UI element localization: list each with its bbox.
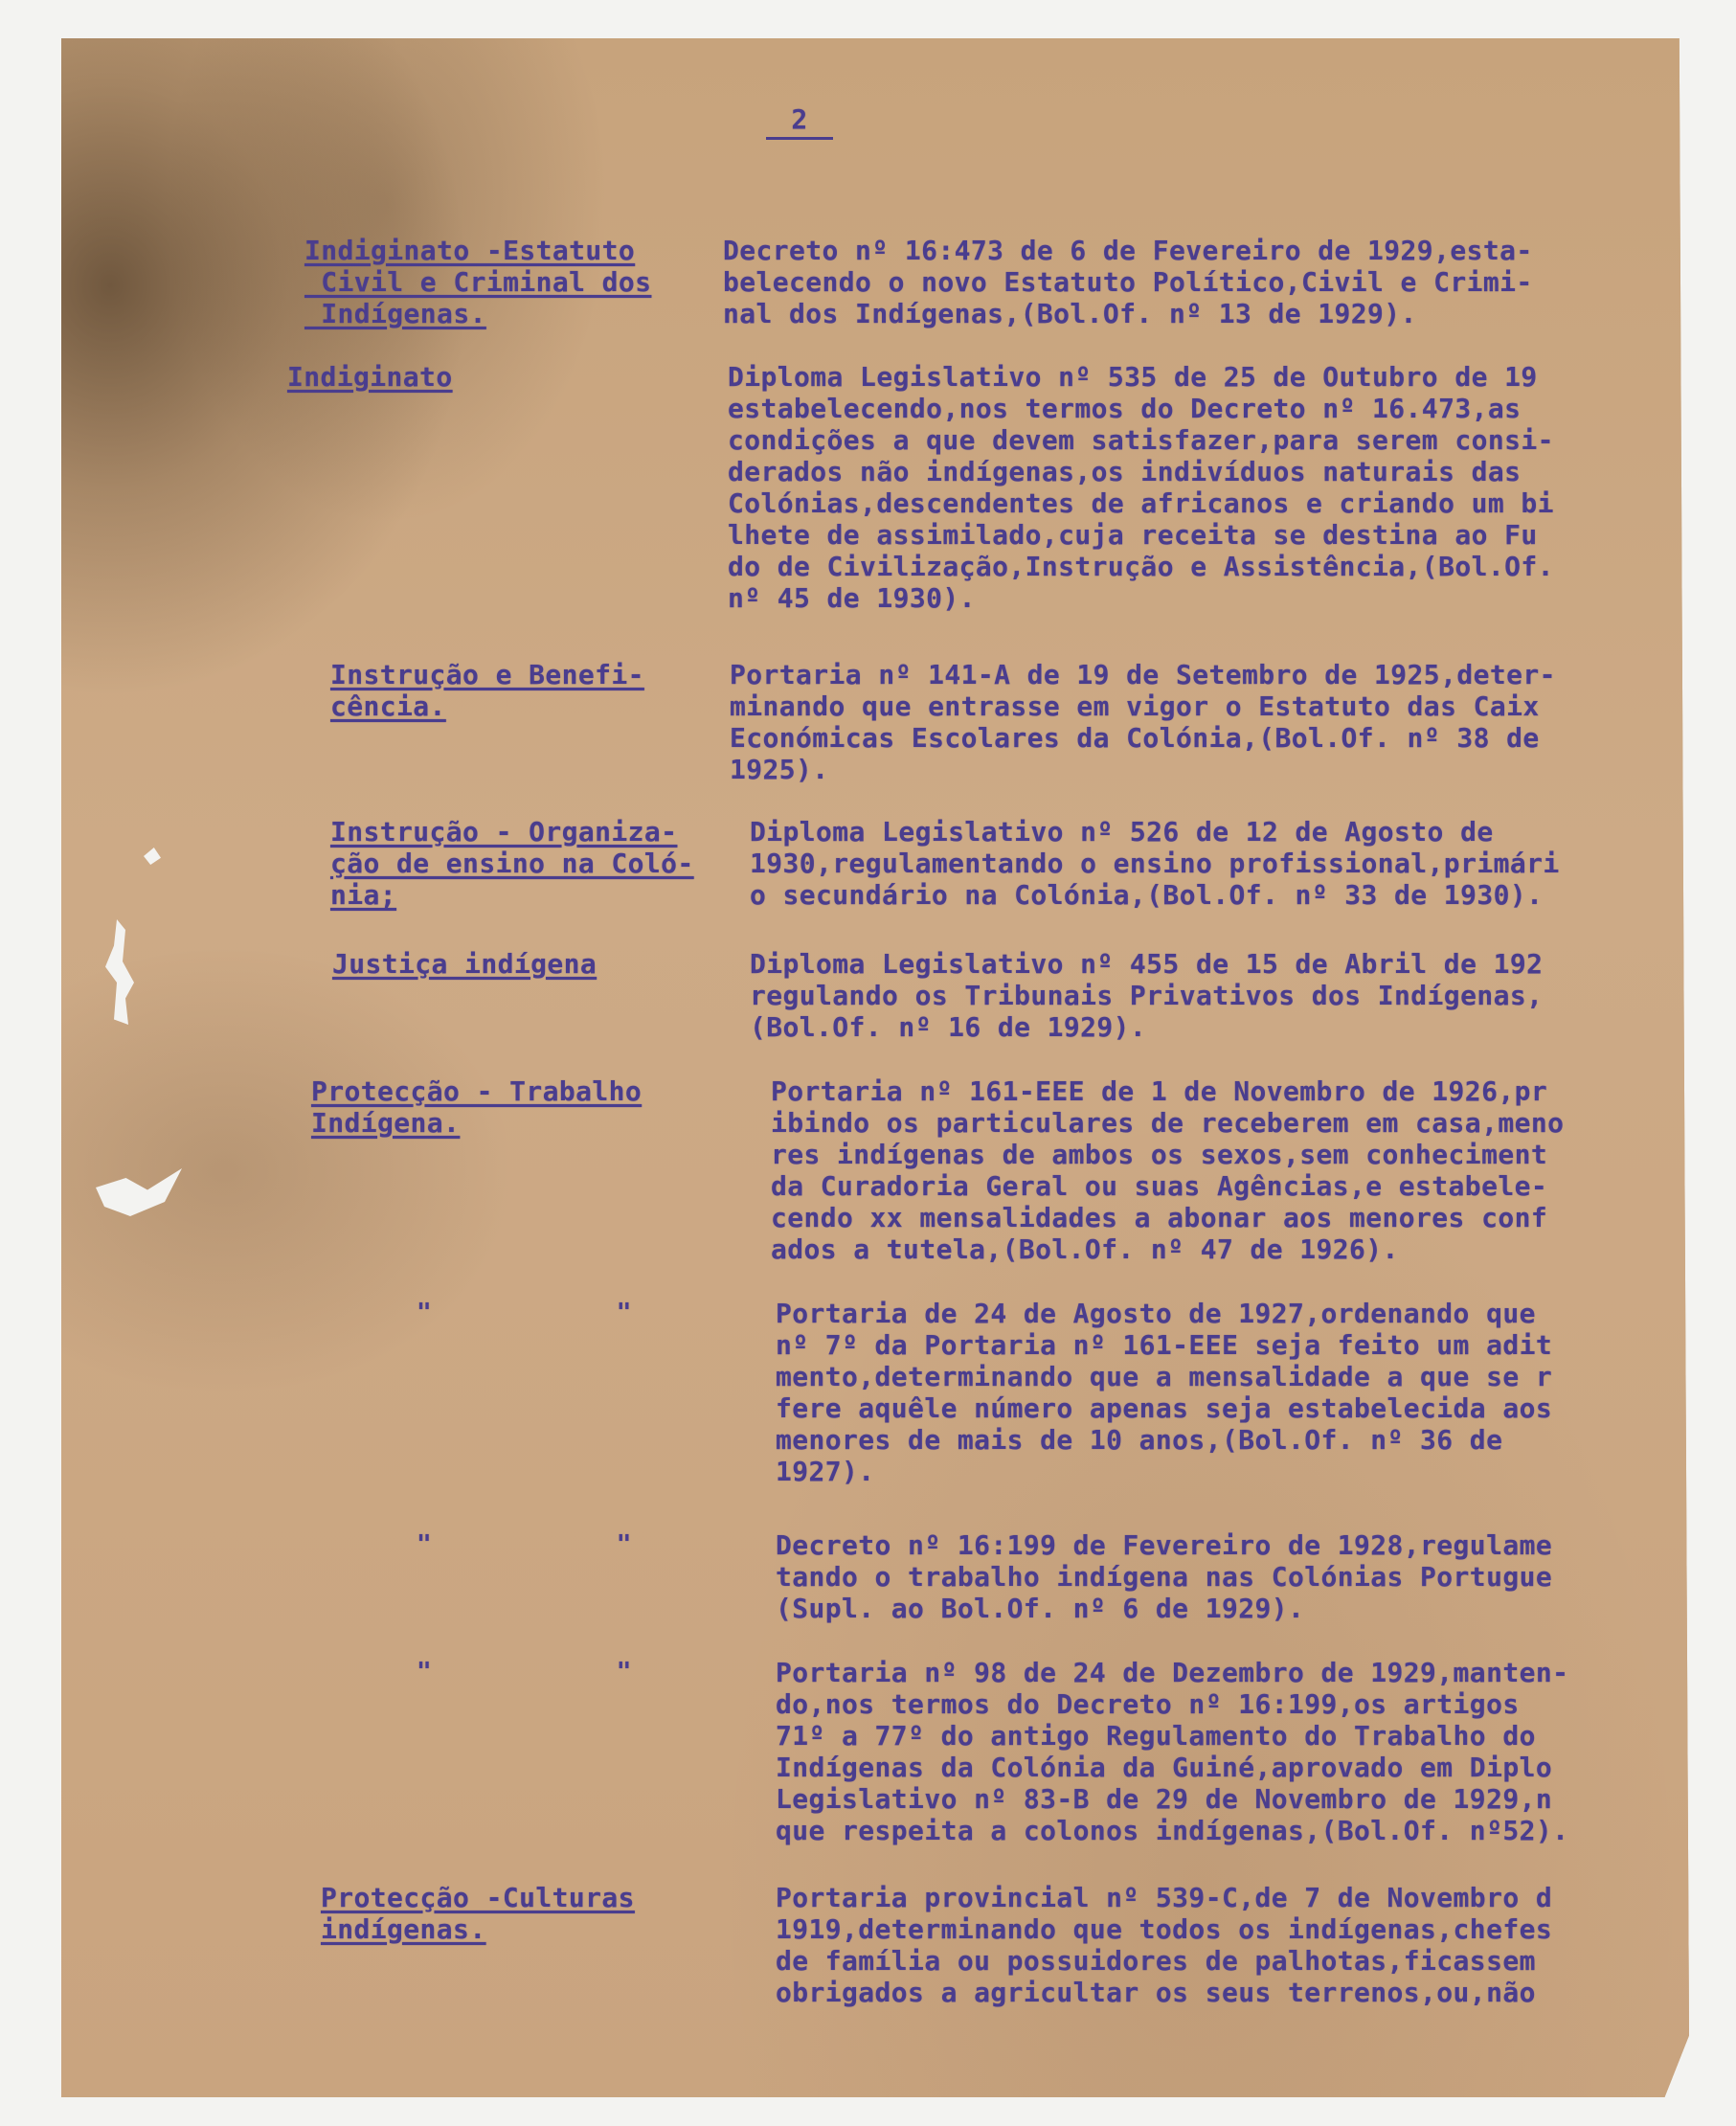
entry-subject: Indiginato -Estatuto Civil e Criminal dos Indígenas. bbox=[304, 235, 652, 329]
entry-description: Portaria provincial nº 539-C,de 7 de Novembro d 1919,determinando que todos os indígenas,chefes de família ou possuidores de palhotas,ficassem obrigados a agricultar os seus terrenos,ou,não bbox=[776, 1882, 1553, 2008]
entry-description: Decreto nº 16:199 de Fevereiro de 1928,regulame tando o trabalho indígena nas Colónias Portugue (Supl. ao Bol.Of. nº 6 de 1929). bbox=[776, 1529, 1553, 1624]
ditto-marks: " " bbox=[417, 1658, 632, 1686]
entry-subject: Protecção -Culturas indígenas. bbox=[321, 1882, 635, 1945]
entry-subject: Instrução - Organiza- ção de ensino na Coló- nia; bbox=[330, 816, 694, 911]
page-number: 2 bbox=[766, 103, 833, 140]
entry-subject: Protecção - Trabalho Indígena. bbox=[311, 1075, 643, 1139]
entry-description: Diploma Legislativo nº 535 de 25 de Outubro de 19 estabelecendo,nos termos do Decreto nº 16.473,as condições a que devem satisfazer,para serem consi- derados não indígenas,os indivíduos naturais das Colónias,descendentes de africanos e criando um bi lhete de assimilado,cuja receita se destina ao Fu do de Civilização,Instrução e Assistência,(Bol.Of. nº 45 de 1930). bbox=[728, 361, 1554, 614]
entry-description: Decreto nº 16:473 de 6 de Fevereiro de 1929,esta- belecendo o novo Estatuto Político,Civil e Crimi- nal dos Indígenas,(Bol.Of. nº 13 de 1929). bbox=[723, 235, 1533, 329]
ditto-marks: " " bbox=[417, 1530, 632, 1559]
entry-description: Diploma Legislativo nº 455 de 15 de Abril de 192 regulando os Tribunais Privativos dos Indígenas, (Bol.Of. nº 16 de 1929). bbox=[750, 948, 1544, 1043]
entry-description: Portaria nº 141-A de 19 de Setembro de 1925,deter- minando que entrasse em vigor o Estatuto das Caix Económicas Escolares da Colónia,(Bol.Of. nº 38 de 1925). bbox=[730, 659, 1556, 785]
entry-subject: Instrução e Benefi- cência. bbox=[330, 659, 644, 722]
entry-subject: Justiça indígena bbox=[332, 948, 597, 980]
ditto-marks: " " bbox=[417, 1299, 632, 1327]
entry-description: Portaria de 24 de Agosto de 1927,ordenando que nº 7º da Portaria nº 161-EEE seja feito um adit mento,determinando que a mensalidade a que se r fere aquêle número apenas seja estabelecida aos menores de mais de 10 anos,(Bol.Of. nº 36 de 1927). bbox=[776, 1298, 1553, 1487]
entry-description: Portaria nº 161-EEE de 1 de Novembro de 1926,pr ibindo os particulares de receberem em casa,meno res indígenas de ambos os sexos,sem conheciment da Curadoria Geral ou suas Agências,e estabele- cendo xx mensalidades a abonar aos menores conf ados a tutela,(Bol.Of. nº 47 de 1926). bbox=[771, 1075, 1565, 1265]
entry-description: Portaria nº 98 de 24 de Dezembro de 1929,manten- do,nos termos do Decreto nº 16:199,os artigos 71º a 77º do antigo Regulamento do Trabalho do Indígenas da Colónia da Guiné,aprovado em Diplo Legislativo nº 83-B de 29 de Novembro de 1929,n que respeita a colonos indígenas,(Bol.Of. nº52). bbox=[776, 1657, 1569, 1846]
entry-description: Diploma Legislativo nº 526 de 12 de Agosto de 1930,regulamentando o ensino profissional,primári o secundário na Colónia,(Bol.Of. nº 33 de 1930). bbox=[750, 816, 1560, 911]
entry-subject: Indiginato bbox=[287, 361, 453, 393]
